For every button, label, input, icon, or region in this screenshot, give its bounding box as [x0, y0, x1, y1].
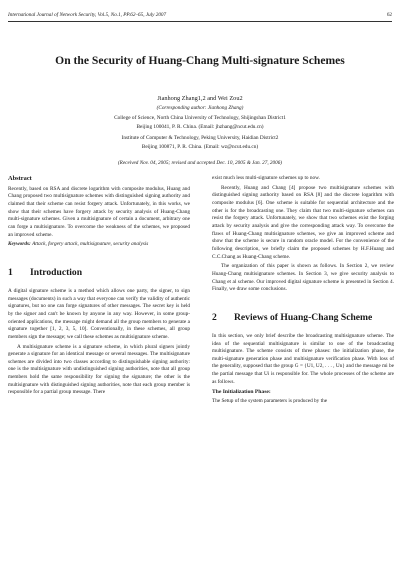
abstract-heading: Abstract	[8, 175, 32, 182]
intro-paragraph-5: The organization of this paper is shown as follows. In Section 2, we review Huang-Chang multisignature schemes. In Section 3, we give security analysis to Chang et al scheme. Our improved digital signature scheme is presented in Section 4. Finally, we draw some conclusions.	[212, 263, 394, 293]
affiliation-line: Beijing 100041, P. R. China. (Email: jhzhang@ncut.edu.cn)	[136, 123, 264, 130]
affiliation-1	[0, 114, 400, 131]
right-column	[212, 175, 394, 408]
paper-title: On the Security of Huang-Chang Multi-signature Schemes	[55, 54, 345, 67]
keywords-label: Keywords:	[8, 241, 31, 248]
affiliation-line: Institute of Computer & Technology, Peking University, Haidian District2	[121, 135, 279, 141]
received-dates: (Received Nov. 04, 2005; revised and accepted Dec. 10, 2005 & Jan. 27, 2006)	[117, 160, 283, 166]
corresponding-author: (Corresponding author: Jianhong Zhang)	[156, 105, 244, 111]
section-number: 2	[212, 311, 217, 323]
intro-paragraph-1: A digital signature scheme is a method which allows one party, the signer, to sign messages (documents) in such a way that everyone can verify the validity of authentic signatures, but no one can forge signatures of other messages. The secret key is held by the signer and can't be known by anyone in any way. However, in some group-oriented applications, the message might demand all the group members to generate a signature together [1, 2, 3, 5, 10]. Conventionally, in these schemes, all group members sign the message; we call these schemes as multisignature scheme.	[8, 287, 190, 340]
section-1-heading	[8, 267, 190, 279]
section-2-heading	[212, 312, 394, 324]
affiliation-2	[0, 134, 400, 151]
journal-citation: International Journal of Network Security, Vol.5, No.1, PP.62–65, July 2007	[8, 12, 167, 18]
affiliation-line: Beijing 100871, P. R. China. (Email: wz@ncut.edu.cn)	[141, 143, 259, 150]
left-column	[8, 175, 190, 399]
subsection-heading: The Initialization Phase:	[212, 389, 271, 396]
section-number: 1	[8, 266, 13, 278]
section-2-paragraph: In this section, we only brief describe the broadcasting multisignature scheme. The idea of the sequential multisignature is similar to one of the broadcasting multisignature. The scheme consists of three phases: the initialization phase, the multi-signature generation phase and multisignature verification phase. With loss of the generality, supposed that the group G = {U1, U2, . . . , Un} and the message mi be the partial message that Ui is responsible for. The whole processes of the scheme are as follows.	[212, 332, 394, 385]
running-header	[8, 12, 392, 18]
header-rule	[8, 21, 392, 22]
intro-paragraph-4: Recently, Huang and Chang [4] propose two multisignature schemes with distinguished signing authority based on RSA [8] and the discrete logarithm with composite modulus [6]. One scheme is suitable for sequential architecture and the other is for the broadcasting one. They claim that two multi-signature schemes can resist the forgery attack. Unfortunately, we show that two schemes exist the forging attack by security analysis and give the corresponding attack way. To overcome the flaws of Huang-Chang multisignature schemes, we give an improved scheme and show that the scheme is secure in random oracle model. For the convenience of the following description, we briefly claim the proposed schemes by H.F.Huang and C.C.Chang as Huang-Chang scheme.	[212, 184, 394, 260]
intro-paragraph-3: exist much less multi-signature schemes up to now.	[212, 175, 320, 181]
affiliation-line: College of Science, North China University of Technology, Shijingshan District1	[114, 115, 286, 121]
page-number: 62	[386, 12, 392, 18]
section-title: Introduction	[30, 266, 83, 278]
subsection-text: The Setup of the system parameters is produced by the	[212, 398, 328, 405]
author-list: Jianhong Zhang1,2 and Wei Zou2	[157, 95, 243, 102]
keywords	[8, 241, 190, 249]
section-title: Reviews of Huang-Chang Scheme	[234, 311, 373, 323]
intro-paragraph-2: A multisignature scheme is a signature scheme, in which plural signers jointly generate a signature for an identical message or several messages. The multisignature schemes are divided into two classes according to distinguishable signing authority: one is the multisignature with undistinguished signing authorities, note that all group members hold the same responsibility for signing the signature; the other is the multisignature with distinguished signing authorities, note that each group member is responsible for a partial group message. There	[8, 343, 190, 396]
keywords-list: Attack, forgery attack, multisignature, security analysis	[32, 241, 149, 248]
abstract-text: Recently, based on RSA and discrete logarithm with composite modulus, Huang and Chang proposed two multisignature schemes with distinguished signing authority and claimed that their scheme can resist forgery attack. Unfortunately, in this works, we show that their schemes have forgery attack by security analysis of Huang-Chang multi-signature schemes. Given a multisignature of certain a document, arbitrary one can forge a multisignature. To overcome the weakness of the schemes, we proposed an improved scheme.	[8, 185, 190, 238]
